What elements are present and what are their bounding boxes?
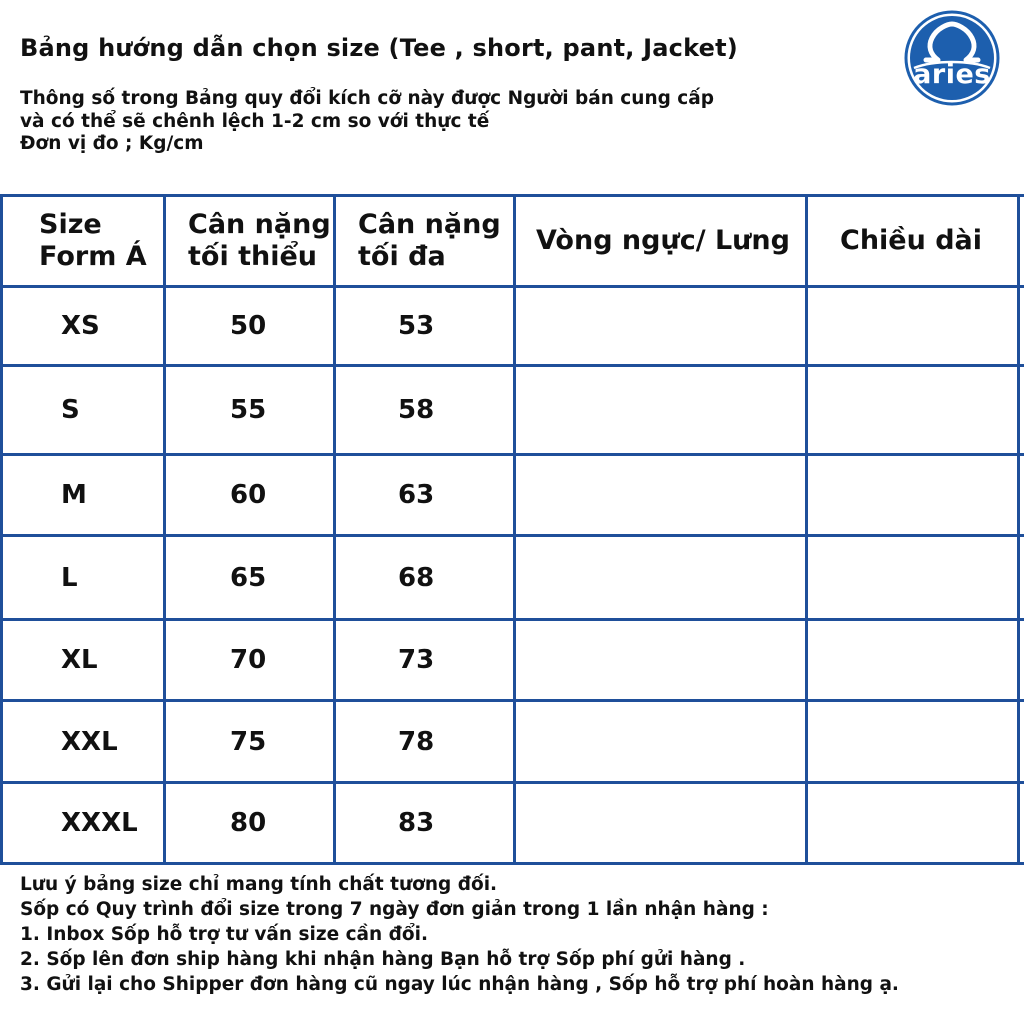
- header-size-line1: Size: [39, 209, 102, 240]
- cell-extra: [1019, 455, 1024, 536]
- cell-size: XXL: [2, 701, 165, 783]
- notice-line: Đơn vị đo ; Kg/cm: [20, 133, 204, 154]
- header-extra: [1019, 196, 1024, 287]
- header-max-weight: [335, 196, 515, 287]
- cell-size: S: [2, 366, 165, 455]
- cell-max-weight: 53: [335, 287, 515, 366]
- omega-logo-icon: [904, 10, 1000, 106]
- header-min-weight: [165, 196, 335, 287]
- notice-line: và có thể sẽ chênh lệch 1-2 cm so với thực tế: [20, 110, 490, 132]
- cell-chest: [515, 287, 807, 366]
- cell-extra: [1019, 287, 1024, 366]
- page-title: Bảng hướng dẫn chọn size (Tee , short, pant, Jacket): [20, 34, 738, 62]
- cell-size: XL: [2, 620, 165, 701]
- cell-length: [807, 536, 1019, 620]
- policy-note-line: 2. Sốp lên đơn ship hàng khi nhận hàng Bạn hỗ trợ Sốp phí gửi hàng .: [20, 949, 746, 970]
- cell-min-weight: 75: [165, 701, 335, 783]
- cell-max-weight: 58: [335, 366, 515, 455]
- table-row: [2, 455, 1024, 536]
- cell-size: L: [2, 536, 165, 620]
- cell-extra: [1019, 701, 1024, 783]
- table-header-row: [2, 196, 1024, 287]
- table-row: [2, 287, 1024, 366]
- cell-length: [807, 455, 1019, 536]
- table-row: [2, 701, 1024, 783]
- header-chest: Vòng ngực/ Lưng: [515, 196, 807, 287]
- cell-extra: [1019, 620, 1024, 701]
- cell-max-weight: 68: [335, 536, 515, 620]
- measurement-notice: [20, 88, 714, 156]
- cell-max-weight: 78: [335, 701, 515, 783]
- cell-min-weight: 60: [165, 455, 335, 536]
- cell-length: [807, 701, 1019, 783]
- header-max-line2: tối đa: [358, 241, 446, 272]
- cell-min-weight: 70: [165, 620, 335, 701]
- policy-note-line: 3. Gửi lại cho Shipper đơn hàng cũ ngay lúc nhận hàng , Sốp hỗ trợ phí hoàn hàng ạ.: [20, 974, 899, 995]
- cell-min-weight: 50: [165, 287, 335, 366]
- table-row: [2, 536, 1024, 620]
- cell-size: XXXL: [2, 783, 165, 864]
- cell-extra: [1019, 783, 1024, 864]
- cell-extra: [1019, 366, 1024, 455]
- cell-chest: [515, 620, 807, 701]
- cell-chest: [515, 783, 807, 864]
- cell-length: [807, 620, 1019, 701]
- cell-chest: [515, 536, 807, 620]
- header-min-line2: tối thiểu: [188, 241, 318, 272]
- cell-chest: [515, 366, 807, 455]
- table-row: [2, 783, 1024, 864]
- cell-max-weight: 63: [335, 455, 515, 536]
- policy-note-line: Lưu ý bảng size chỉ mang tính chất tương đối.: [20, 874, 498, 895]
- cell-max-weight: 73: [335, 620, 515, 701]
- exchange-policy-notes: [20, 872, 899, 997]
- cell-min-weight: 80: [165, 783, 335, 864]
- size-table: [0, 194, 1024, 865]
- cell-length: [807, 366, 1019, 455]
- aries-logo: [904, 10, 1000, 106]
- policy-note-line: 1. Inbox Sốp hỗ trợ tư vấn size cần đổi.: [20, 924, 428, 945]
- header-length: Chiều dài: [807, 196, 1019, 287]
- table-row: [2, 366, 1024, 455]
- cell-size: M: [2, 455, 165, 536]
- cell-length: [807, 287, 1019, 366]
- header-size: [2, 196, 165, 287]
- policy-note-line: Sốp có Quy trình đổi size trong 7 ngày đơn giản trong 1 lần nhận hàng :: [20, 899, 769, 920]
- header-max-line1: Cân nặng: [358, 209, 501, 240]
- cell-length: [807, 783, 1019, 864]
- cell-size: XS: [2, 287, 165, 366]
- header-min-line1: Cân nặng: [188, 209, 331, 240]
- cell-max-weight: 83: [335, 783, 515, 864]
- cell-min-weight: 55: [165, 366, 335, 455]
- header-size-line2: Form Á: [39, 241, 147, 272]
- table-row: [2, 620, 1024, 701]
- logo-wordmark: aries: [913, 59, 991, 90]
- notice-line: Thông số trong Bảng quy đổi kích cỡ này được Người bán cung cấp: [20, 88, 714, 109]
- cell-chest: [515, 455, 807, 536]
- cell-chest: [515, 701, 807, 783]
- cell-min-weight: 65: [165, 536, 335, 620]
- cell-extra: [1019, 536, 1024, 620]
